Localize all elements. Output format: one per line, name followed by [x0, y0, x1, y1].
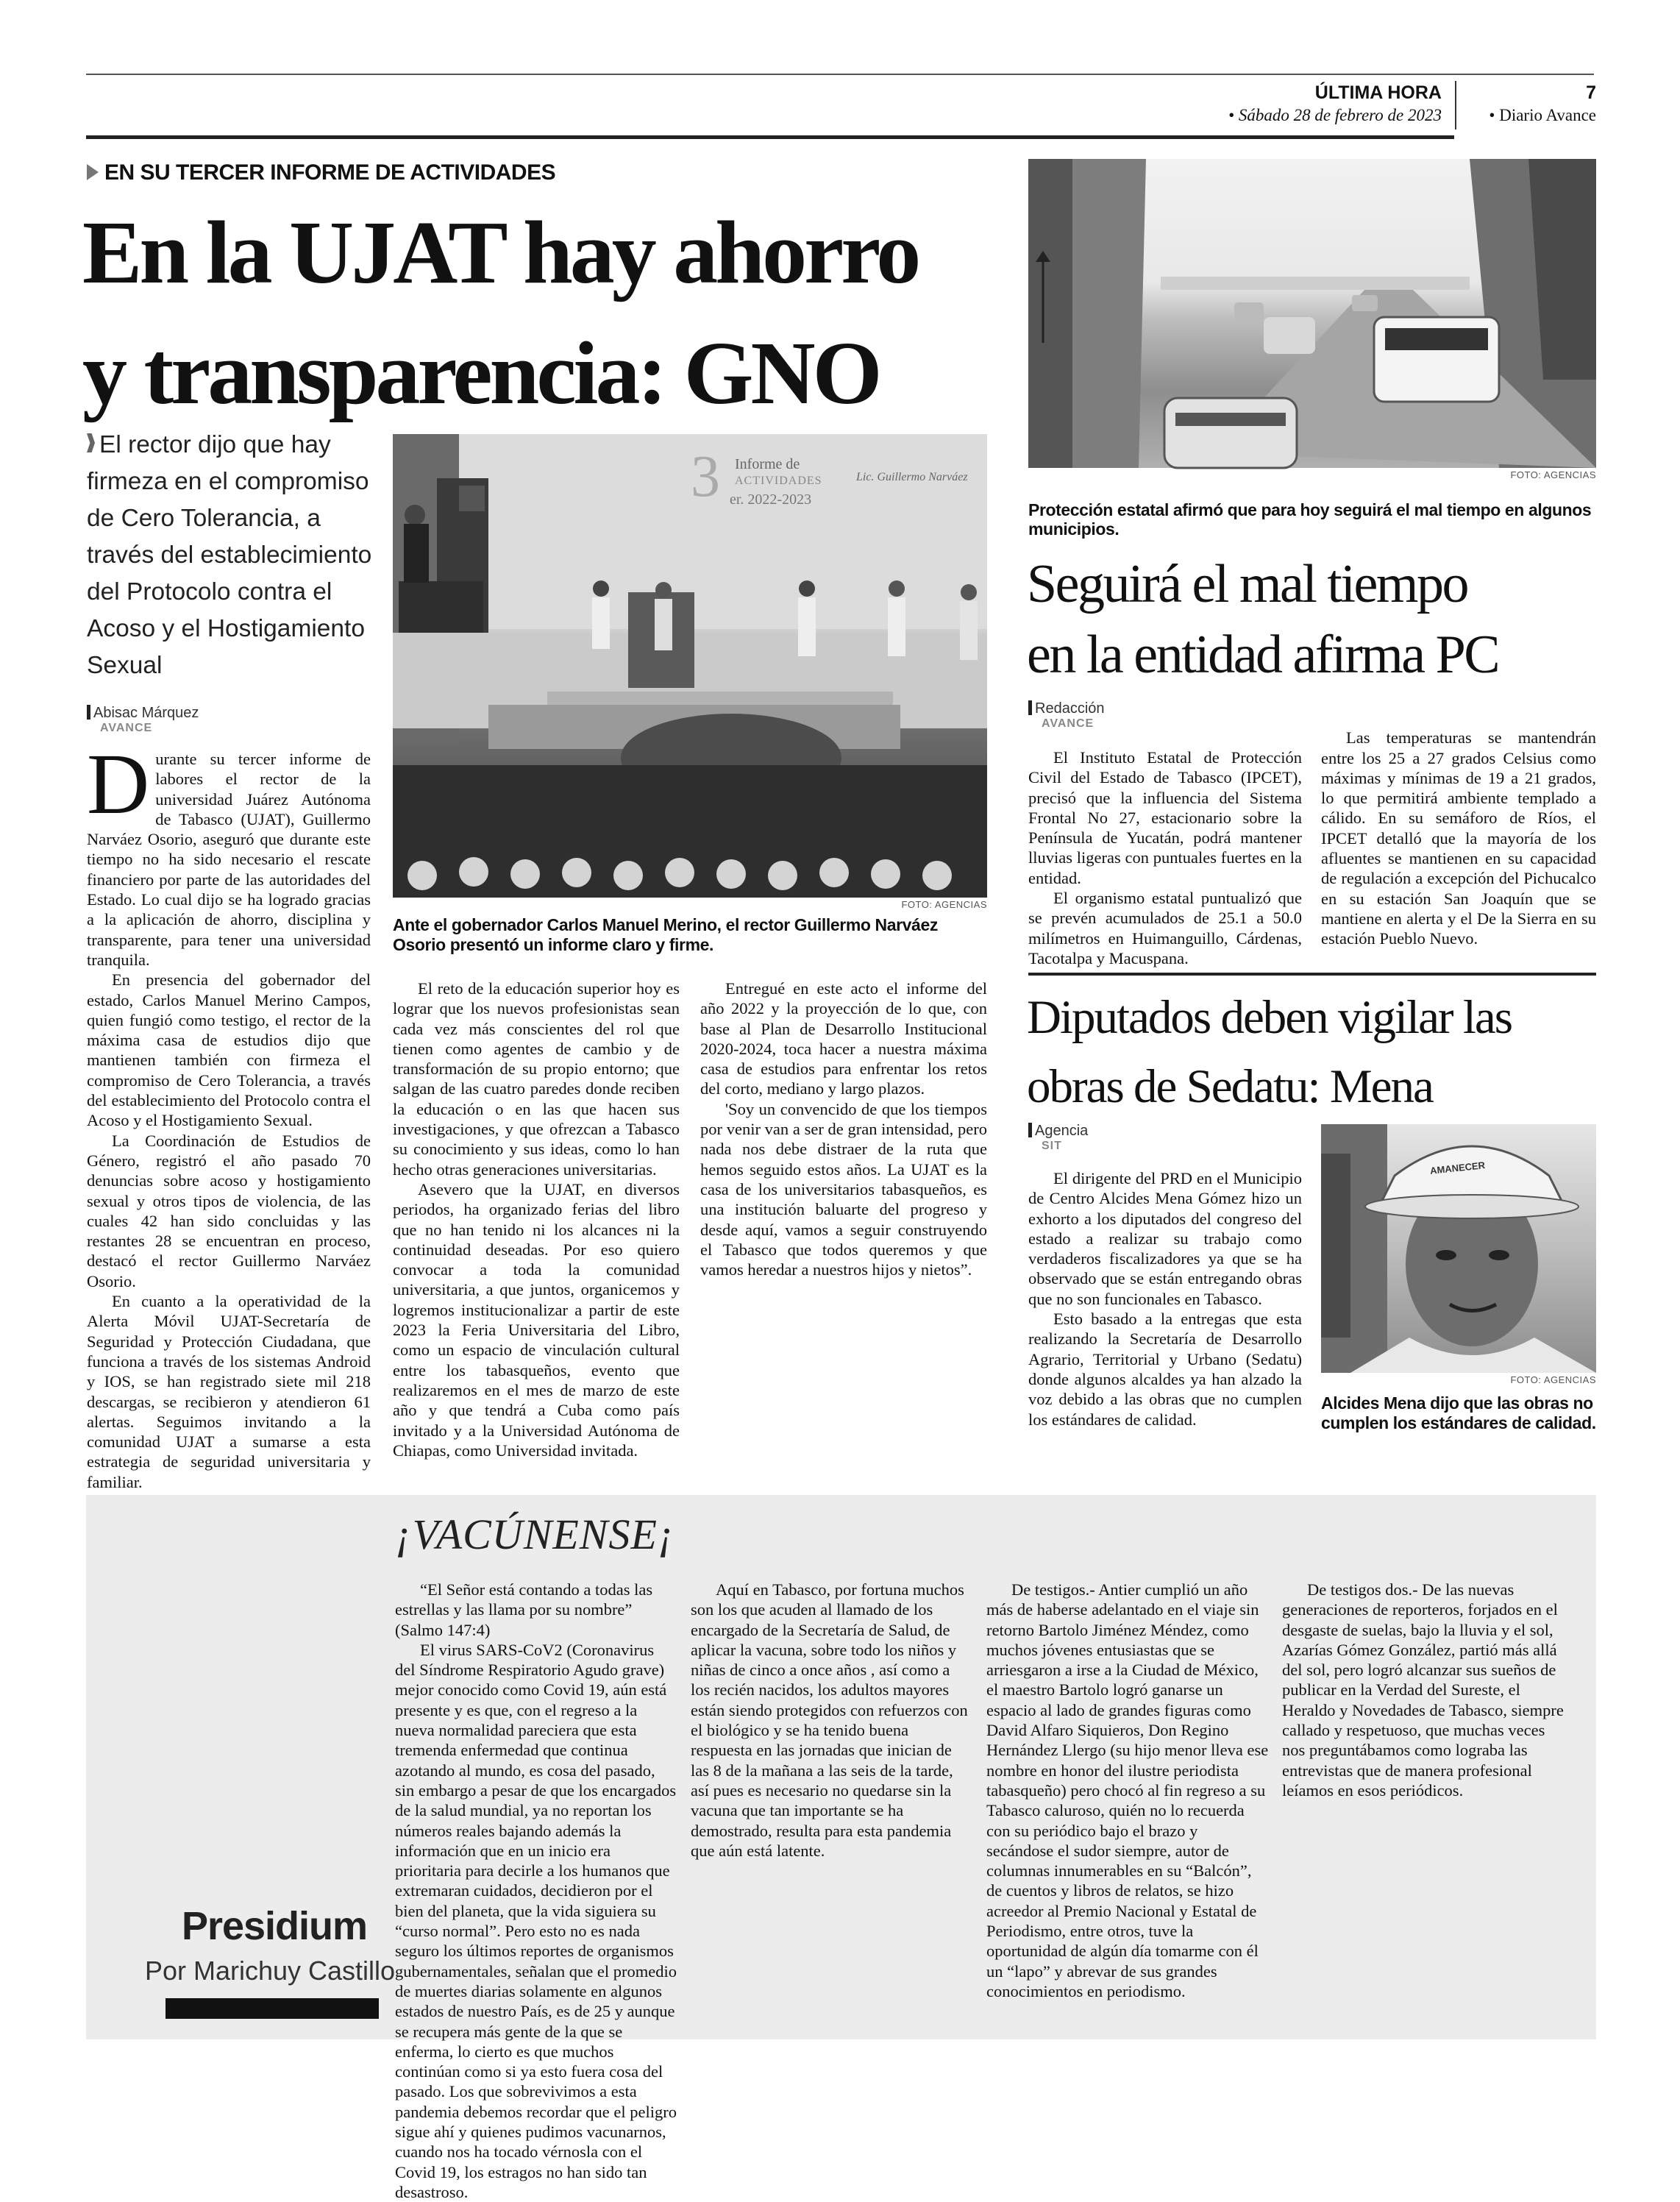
dropcap: D: [87, 736, 150, 832]
page-number: 7: [1586, 82, 1596, 103]
main-body-col2: El reto de la educación superior hoy es lograr que los nuevos profesionistas sean cada vez más conscientes del rol que tienen como agentes de cambio y de transformación de su propio entorno; que salgan de las cuatro paredes donde reciben la educación o en las que hacen sus investigaciones, y que ofrezcan a Tabasco su conocimiento y sus ideas, como lo han hecho otras generaciones universitarias. Asevero que la UJAT, en diversos periodos, ha organizado ferias del libro que no han tenido ni los alcances ni la continuidad deseadas. Por eso quiero convocar a toda la comunidad universitaria, a que juntos, organicemos y logremos institucionalizar a partir de este 2023 la Feria Universitaria del Libro, como un espacio de vinculación cultural entre los tabasqueños, evento que realizaremos en el mes de marzo de este año y que tendrá a Cuba como país invitado y a la Universidad Autónoma de Chiapas, como Universidad invitada.: [393, 979, 680, 1460]
publication-label: • Diario Avance: [1489, 106, 1596, 124]
column-col1: “El Señor está contando a todas las estrellas y las llama por su nombre” (Salmo 147:4) El virus SARS-CoV2 (Coronavirus del Síndrome Respiratorio Agudo grave) mejor conocido como Covid 19, aún está presente y es que, con el regreso a la nueva normalidad pareciera que esta tremenda enfermedad que continua azotando al mundo, es cosa del pasado, sin embargo a pesar de que los encargados de la salud mundial, ya no reportan los números reales bajando además la información que en un inicio era prioritaria para decirle a los humanos que extremaran cuidados, decidieron por el bien del planeta, que la vida siguiera su “curso normal”. Pero esto no es nada seguro los últimos reportes de organismos gubernamentales, señalan que el promedio de muertes diarias solamente en algunos estados de nuestro País, es de 25 y aunque se recupera más gente de la que se enferma, lo cierto es que muchos continúan como si ya esto fuera cosa del pasado. Los que sobrevivimos a esta pandemia debemos recordar que el peligro sigue ahí y quienes pudimos vacunarnos, cuando nos ha tocado vérnosla con el Covid 19, los estragos no han sido tan desastroso.: [395, 1580, 677, 2201]
main-summary: El rector dijo que hay firmeza en el compromiso de Cero Tolerancia, a través del establecimiento del Protocolo contra el Acoso y el Hostigamiento Sexual: [87, 431, 372, 679]
cap-logo-text: AMANECER: [1429, 1159, 1486, 1176]
summary-marker-icon: [87, 433, 95, 452]
column-title: ¡VACÚNENSE¡: [395, 1510, 675, 1558]
weather-photo-credit: FOTO: AGENCIAS: [1510, 469, 1596, 480]
main-body-col3: Entregué en este acto el informe del año 2022 y la proyección de lo que, con base al Plan de Desarrollo Institucional 2020-2024, toca hacer a nuestra máxima casa de estudios para enfrentar los retos del corto, mediano y largo plazos. 'Soy un convencido de que los tiempos por venir van a ser de gran intensidad, pero nada nos debe distraer de la ruta que hemos seguido estos años. La UJAT es la casa de los universitarios tabasqueños, es una institución baluarte del progreso y desde aquí, vamos a seguir construyendo el Tabasco que todos queremos y que vamos heredar a nuestros hijos y nietos”.: [700, 979, 987, 1279]
sedatu-photo: [1321, 1124, 1596, 1373]
weather-body-col1: El Instituto Estatal de Protección Civil del Estado de Tabasco (IPCET), precisó que la influencia del Sistema Frontal No 27, estacionario sobre la Península de Yucatán, podrá mantener lluvias ligeras con puntuales fuertes en la entidad. El organismo estatal puntualizó que se prevén acumulados de 25.1 a 50.0 milímetros en Huimanguillo, Cárdenas, Tacotalpa y Macuspana.: [1028, 748, 1302, 967]
weather-photo: [1028, 159, 1596, 468]
main-body-col1: Durante su tercer informe de labores el rector de la universidad Juárez Autónoma de Tabasco (UJAT), Guillermo Narváez Osorio, aseguró que durante este tiempo no ha sido necesario el rescate financiero por parte de las autoridades del Estado. Lo cual dijo se ha logrado gracias a la aplicación de ahorro, disciplina y transparente, para tener una universidad tranquila. En presencia del gobernador del estado, Carlos Manuel Merino Campos, quien fungió como testigo, el rector de la máxima casa de estudios dijo que mantienen también con firmeza el compromiso de Cero Tolerancia, a través del establecimiento del Protocolo contra el Acoso y el Hostigamiento Sexual. La Coordinación de Estudios de Género, registró el año pasado 70 denuncias sobre acoso y hostigamiento sexual y otros tipos de violencia, de las cuales 42 han sido concluidas y las restantes 28 se encuentran en proceso, destacó el rector Guillermo Narváez Osorio. En cuanto a la operatividad de la Alerta Móvil UJAT-Secretaría de Seguridad y Protección Ciudadana, que funciona a través de los sistemas Android y IOS, se han registrado siete mil 218 descargas, se recibieron y atendieron 61 alertas. Seguimos invitando a la comunidad UJAT a sumarse a esta estrategia de seguridad universitaria y familiar.: [87, 736, 371, 1491]
sedatu-byline: Agencia SIT: [1028, 1123, 1088, 1153]
sedatu-caption: Alcides Mena dijo que las obras no cumplen los estándares de calidad.: [1321, 1393, 1596, 1432]
column-col3: De testigos.- Antier cumplió un año más de haberse adelantado en el viaje sin retorno Bartolo Jiménez Méndez, como muchos jóvenes entusiastas que se arriesgaron a irse a la Ciudad de México, el maestro Bartolo logró ganarse un espacio al lado de grandes figuras como David Alfaro Siquieros, Don Regino Hernández Llergo (su hijo menor lleva ese nombre en honor del ilustre periodista tabasqueño) pero chocó al fin regreso a su Tabasco caluroso, quién no lo recuerda con su periódico bajo el brazo y secándose el sudor siempre, autor de columnas innumerables en su “Balcón”, de cuentos y libros de relatos, se hizo acreedor al Premio Nacional y Estatal de Periodismo, entre otros, tuve la oportunidad de algún día tomarme con él un “lapo” y abrevar de sus grandes conocimientos en periodismo.: [986, 1580, 1269, 2000]
weather-headline: Seguirá el mal tiempo en la entidad afirma PC: [1027, 554, 1499, 685]
sedatu-headline: Diputados deben vigilar las obras de Sedatu: Mena: [1027, 991, 1512, 1113]
weather-caption: Protección estatal afirmó que para hoy seguirá el mal tiempo en algunos municipios.: [1028, 500, 1592, 539]
kicker: EN SU TERCER INFORME DE ACTIVIDADES: [87, 160, 555, 185]
sedatu-photo-credit: FOTO: AGENCIAS: [1510, 1374, 1596, 1385]
weather-byline: Redacción AVANCE: [1028, 700, 1105, 731]
kicker-arrow-icon: [87, 164, 99, 180]
main-caption: Ante el gobernador Carlos Manuel Merino, el rector Guillermo Narváez Osorio presentó un informe claro y firme.: [393, 915, 938, 954]
date-label: • Sábado 28 de febrero de 2023: [1228, 106, 1442, 124]
column-brand: Presidium: [181, 1904, 368, 1948]
sedatu-body: El dirigente del PRD en el Municipio de Centro Alcides Mena Gómez hizo un exhorto a los diputados del congreso del estado a realizar su trabajo como verdaderos fiscalizadores ya que se ha observado que se están entregando obras que no son funcionales en Tabasco. Esto basado a la entregas que esta realizando la Secretaría de Desarrollo Agrario, Territorial y Urbano (Sedatu) donde algunos alcaldes ya han alzado la voz debido a las obras que no cumplen los estándares de calidad.: [1028, 1169, 1302, 1429]
banner-title1: Informe de: [735, 456, 800, 472]
main-byline: Abisac Márquez AVANCE: [87, 705, 199, 735]
banner-name: Lic. Guillermo Narváez: [856, 471, 968, 483]
column-col4: De testigos dos.- De las nuevas generaciones de reporteros, forjados en el desgaste de suelas, bajo la lluvia y el sol, Azarías Gómez González, partió más allá del sol, pero logró alcanzar sus sueños de publicar en la Verdad del Sureste, el Heraldo y Novedades de Tabasco, siempre callado y respetuoso, que muchas veces nos preguntábamos como lograba las entrevistas que de manera profesional leíamos en esos periódicos.: [1282, 1580, 1564, 1800]
banner-title2: ACTIVIDADES: [735, 475, 822, 487]
main-photo-credit: FOTO: AGENCIAS: [901, 899, 987, 910]
weather-body-col2: Las temperaturas se mantendrán entre los 25 a 27 grados Celsius como máximas y mínimas de 19 a 21 grados, lo que permitirá ambiente templado a cálido. En su semáforo de Ríos, el IPCET detalló que la mayoría de los afluentes se mantienen en su capacidad de regulación a excepción del Pichucalco en su estación San Joaquín que se mantiene en alerta y el De la Sierra en su estación Pueblo Nuevo.: [1321, 728, 1596, 948]
banner-number: 3: [691, 444, 720, 509]
section-label: ÚLTIMA HORA: [1314, 82, 1442, 103]
column-box: [86, 1495, 1596, 2201]
main-photo: [393, 434, 987, 898]
column-author: Por Marichuy Castillo: [144, 1956, 396, 1986]
column-col2: Aquí en Tabasco, por fortuna muchos son los que acuden al llamado de los encargado de la Secretaría de Salud, de aplicar la vacuna, sobre todo los niños y niñas de cinco a once años , así como a los recién nacidos, los adultos mayores están siendo protegidos con refuerzos con el biológico y se ha tenido buena respuesta en las jornadas que inician de las 8 de la mañana a las seis de la tarde, así pues es necesario no quedarse sin la vacuna que tan importante se ha demostrado, resulta para esta pandemia que aún está latente.: [691, 1580, 968, 1860]
column-brand-bar: [165, 1998, 379, 2019]
banner-period: er. 2022-2023: [730, 491, 812, 508]
main-headline: En la UJAT hay ahorro y transparencia: GNO: [82, 203, 919, 423]
